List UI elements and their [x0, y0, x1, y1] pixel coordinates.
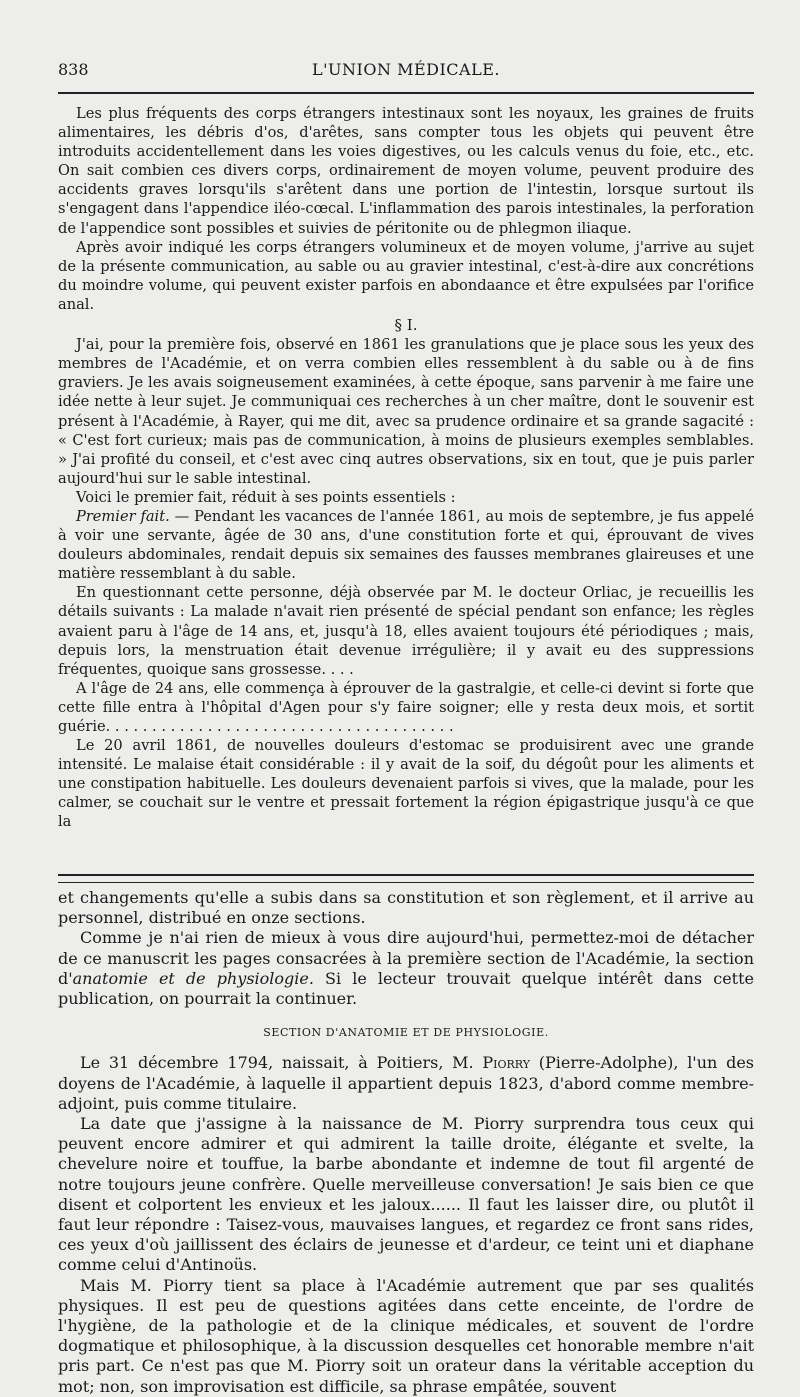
article-paragraph: En questionnant cette personne, déjà observée par M. le docteur Orliac, je recueillis les détails suivants : La malade n'avait rien présenté de spécial pendant son enfance; les règles avaient paru à l'âge de 14 ans, et, jusqu'à 18, elles avaient toujours été périodiques ; mais, depuis lors, la menstruation était devenue irrégulière; il y avait eu des suppressions fréquentes, quoique sans grossesse. . . . [58, 584, 754, 678]
feuilleton-paragraph: Le 31 décembre 1794, naissait, à Poitiers, M. Piorry (Pierre-Adolphe), l'un des doyens de l'Académie, à laquelle il appartient depuis 1823, d'abord comme membre-adjoint, puis comme titulaire. [58, 1053, 754, 1113]
case-label: Premier fait. [76, 507, 170, 525]
header-rule [58, 92, 754, 94]
article-paragraph: Premier fait. — Pendant les vacances de l'année 1861, au mois de septembre, je fus appelé à voir une servante, âgée de 30 ans, d'une constitution forte et qui, éprouvant de vives douleurs abdominales, rendait depuis six semaines des fausses membranes glaireuses et une matière ressemblant à du sable. [58, 507, 754, 583]
author-name: Piorry [482, 1053, 531, 1073]
article-paragraph: A l'âge de 24 ans, elle commença à éprouver de la gastralgie, et celle-ci devint si forte que cette fille entra à l'hôpital d'Agen pour s'y faire soigner; elle y resta deux mois, et sortit guérie. . . . . . . . . . . . . . . . . . . . . . . . . . . . . . . . . . . . . . [58, 679, 754, 735]
feuilleton-paragraph: et changements qu'elle a subis dans sa constitution et son règlement, et il arrive au personnel, distribué en onze sections. [58, 888, 754, 928]
feuilleton-separator [58, 874, 754, 883]
page [58, 0, 754, 1396]
article-paragraph: Après avoir indiqué les corps étrangers volumineux et de moyen volume, j'arrive au sujet de la présente communication, au sable ou au gravier intestinal, c'est-à-dire aux concrétions du moindre volume, qui peuvent exister parfois en abondaance et être expulsées par l'orifice anal. [58, 238, 754, 313]
section-mark: § I. [394, 316, 418, 335]
running-header [58, 60, 754, 86]
feuilleton-paragraph: La date que j'assigne à la naissance de M. Piorry surprendra tous ceux qui peuvent encore admirer et qui admirent la taille droite, élégante et svelte, la chevelure noire et touffue, la barbe abondante et indemne de tout fil argenté de notre toujours jeune confrère. Quelle merveilleuse conversation! Je sais bien ce que disent et colportent les envieux et les jaloux...... Il faut les laisser dire, ou plutôt il faut leur répondre : Taisez-vous, mauvaises langues, et regardez ce front sans rides, ces yeux d'où jaillissent des éclairs de jeunesse et d'ardeur, ce teint uni et diaphane comme celui d'Antinoüs. [58, 1114, 754, 1275]
article-paragraph: J'ai, pour la première fois, observé en 1861 les granulations que je place sous les yeux des membres de l'Académie, et on verra combien elles ressemblent à du sable ou à de fins graviers. Je les avais soigneusement examinées, à cette époque, sans parvenir à me faire une idée nette à leur sujet. Je communiquai ces recherches à un cher maître, dont le souvenir est présent à l'Académie, à Rayer, qui me dit, avec sa prudence ordinaire et sa grande sagacité : « C'est fort curieux; mais pas de communication, à moins de plusieurs exemples semblables. » J'ai profité du conseil, et c'est avec cinq autres observations, six en tout, que je puis parler aujourd'hui sur le sable intestinal. [58, 336, 754, 487]
feuilleton-paragraph: Comme je n'ai rien de mieux à vous dire aujourd'hui, permettez-moi de détacher de ce manuscrit les pages consacrées à la première section de l'Académie, la section d'anatomie et de physiologie. Si le lecteur trouvait quelque intérêt dans cette publication, on pourrait la continuer. [58, 928, 754, 1009]
page-number: 838 [58, 60, 89, 79]
article-paragraph: Voici le premier fait, réduit à ses points essentiels : [76, 488, 456, 506]
section-heading: SECTION D'ANATOMIE ET DE PHYSIOLOGIE. [263, 1026, 549, 1040]
feuilleton-paragraph: Mais M. Piorry tient sa place à l'Académie autrement que par ses qualités physiques. Il est peu de questions agitées dans cette enceinte, de l'ordre de l'hygiène, de la pathologie et de la clinique médicales, et souvent de l'ordre dogmatique et philosophique, à la discussion desquelles cet honorable membre n'ait pris part. Ce n'est pas que M. Piorry soit un orateur dans la véritable acception du mot; non, son improvisation est difficile, sa phrase empâtée, souvent [58, 1275, 754, 1396]
journal-title: L'UNION MÉDICALE. [312, 60, 500, 79]
article-body [58, 104, 754, 832]
article-paragraph: Les plus fréquents des corps étrangers intestinaux sont les noyaux, les graines de fruits alimentaires, les débris d'os, d'arêtes, sans compter tous les objets qui peuvent être introduits accidentellement dans les voies digestives, ou les calculs venus du foie, etc., etc. On sait combien ces divers corps, ordinairement de moyen volume, peuvent produire des accidents graves lorsqu'ils s'arêtent dans une portion de l'intestin, lorsque surtout ils s'engagent dans l'appendice iléo-cœcal. L'inflammation des parois intestinales, la perforation de l'appendice sont possibles et suivies de péritonite ou de phlegmon iliaque. [58, 105, 754, 237]
article-paragraph: Le 20 avril 1861, de nouvelles douleurs d'estomac se produisirent avec une grande intensité. Le malaise était considérable : il y avait de la soif, du dégoût pour les aliments et une constipation habituelle. Les douleurs devenaient parfois si vives, que la malade, pour les calmer, se couchait sur le ventre et pressait fortement la région épigastrique jusqu'à ce que la [58, 737, 754, 831]
feuilleton-body [58, 888, 754, 1397]
